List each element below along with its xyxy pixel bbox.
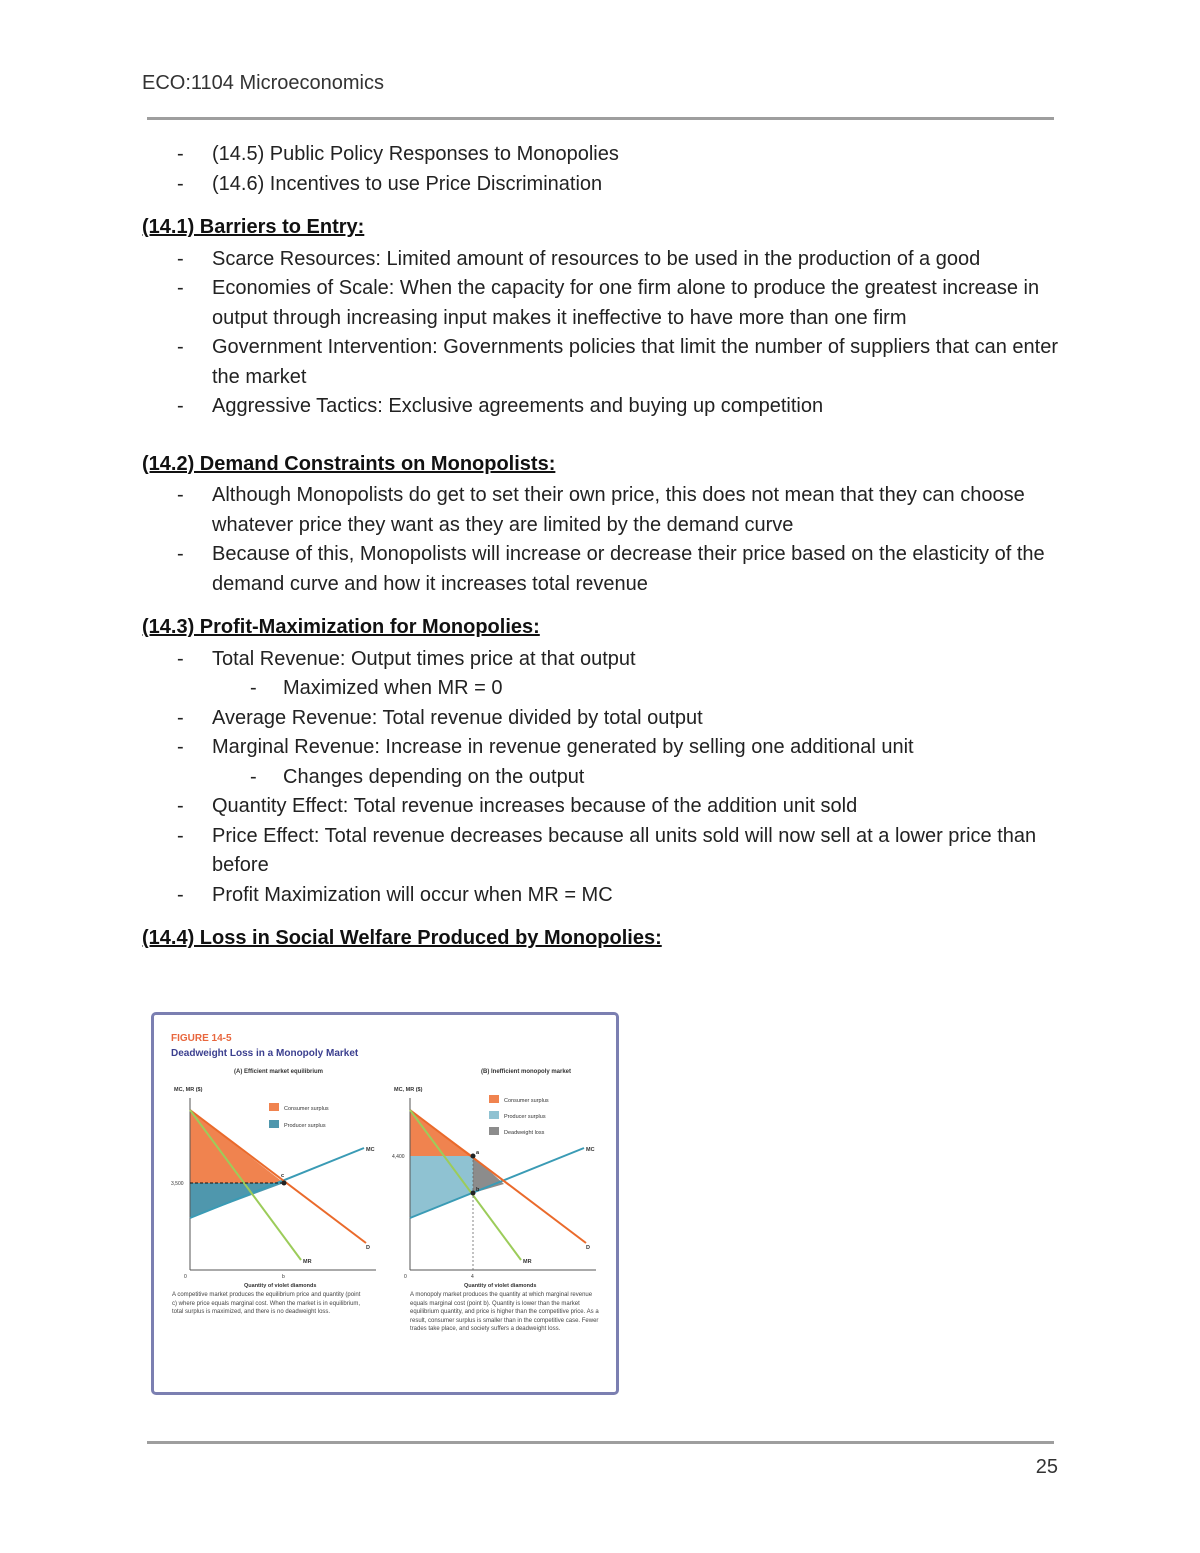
list-item xyxy=(142,733,1062,792)
curve-label: D xyxy=(366,1245,370,1251)
sub-list-item: - Changes depending on the output xyxy=(212,763,1062,793)
figure-svg xyxy=(154,1015,616,1392)
panel-b-title: (B) Inefficient monopoly market xyxy=(481,1069,572,1075)
point-c xyxy=(282,1181,287,1186)
figure-deadweight-loss xyxy=(151,1012,619,1395)
point-label: b xyxy=(476,1187,480,1193)
point-label: a xyxy=(476,1150,480,1156)
list-item: - Average Revenue: Total revenue divided by total output xyxy=(142,704,1062,734)
legend-swatch-consumer xyxy=(269,1103,279,1111)
section-heading-demand-constraints: (14.2) Demand Constraints on Monopolists: xyxy=(142,452,556,475)
y-tick-label: 3,500 xyxy=(171,1181,184,1187)
curve-label: D xyxy=(586,1245,590,1251)
x-tick-label: 4 xyxy=(471,1274,474,1280)
list-item: - Although Monopolists do get to set their own price, this does not mean that they can choose whatever price they want as they are limited by the demand curve xyxy=(142,481,1062,540)
point-b xyxy=(471,1191,476,1196)
curve-label: MR xyxy=(303,1259,312,1265)
list-item-text: Marginal Revenue: Increase in revenue generated by selling one additional unit xyxy=(212,736,914,758)
document-header-title: ECO:1104 Microeconomics xyxy=(142,72,384,94)
figure-label: FIGURE 14-5 xyxy=(171,1033,232,1044)
figure-title: Deadweight Loss in a Monopoly Market xyxy=(171,1048,359,1059)
panel-a-title: (A) Efficient market equilibrium xyxy=(234,1069,324,1075)
section-heading-social-welfare: (14.4) Loss in Social Welfare Produced by Monopolies: xyxy=(142,927,662,949)
list-item: - Government Intervention: Governments policies that limit the number of suppliers that can enter the market xyxy=(142,333,1062,392)
page-number: 25 xyxy=(1035,1456,1058,1478)
footer-divider xyxy=(147,1441,1054,1444)
panel-b-y-label: MC, MR ($) xyxy=(394,1087,423,1093)
legend-swatch-consumer xyxy=(489,1095,499,1103)
legend-swatch-producer xyxy=(489,1111,499,1119)
header-divider xyxy=(147,117,1054,120)
panel-a xyxy=(171,1069,376,1351)
legend-label: Producer surplus xyxy=(284,1123,326,1129)
sub-list-item: - Maximized when MR = 0 xyxy=(212,674,1062,704)
list-item: - Price Effect: Total revenue decreases because all units sold will now sell at a lower price than before xyxy=(142,822,1062,881)
point-a xyxy=(471,1154,476,1159)
curve-label: MC xyxy=(366,1147,375,1153)
panel-a-y-label: MC, MR ($) xyxy=(174,1087,203,1093)
curve-label: MR xyxy=(523,1259,532,1265)
y-tick-label: 4,400 xyxy=(392,1154,405,1160)
producer-surplus-area xyxy=(410,1156,473,1218)
sub-list xyxy=(212,674,1062,704)
panel-a-caption: A competitive market produces the equilibrium price and quantity (point c) where price equals marginal cost. When the market is in equilibrium, total surplus is maximized, and there is no deadweight loss. xyxy=(172,1292,361,1316)
point-label: c xyxy=(281,1173,285,1179)
panel-b xyxy=(392,1069,600,1371)
legend-swatch-producer xyxy=(269,1120,279,1128)
list-item: - Aggressive Tactics: Exclusive agreements and buying up competition xyxy=(142,392,1062,422)
document-body xyxy=(142,140,1062,956)
intro-list xyxy=(142,140,1062,199)
x-tick-label: 0 xyxy=(404,1274,407,1280)
profit-maximization-list xyxy=(142,645,1062,911)
list-item: - (14.5) Public Policy Responses to Monopolies xyxy=(142,140,1062,170)
section-heading-barriers: (14.1) Barriers to Entry: xyxy=(142,216,365,238)
list-item: - (14.6) Incentives to use Price Discrimination xyxy=(142,170,1062,200)
section-heading-profit-maximization: (14.3) Profit-Maximization for Monopolies: xyxy=(142,616,540,638)
barriers-list xyxy=(142,245,1062,422)
list-item xyxy=(142,645,1062,704)
panel-b-caption-wrapper xyxy=(410,1291,600,1371)
list-item-text: Total Revenue: Output times price at that output xyxy=(212,647,636,670)
legend-label: Consumer surplus xyxy=(284,1106,329,1112)
demand-constraints-list xyxy=(142,481,1062,599)
x-tick-label: 0 xyxy=(184,1274,187,1280)
list-item: - Economies of Scale: When the capacity for one firm alone to produce the greatest increase in output through increasing input makes it ineffective to have more than one firm xyxy=(142,274,1062,333)
legend-label: Consumer surplus xyxy=(504,1098,549,1104)
x-axis-label: Quantity of violet diamonds xyxy=(244,1283,317,1289)
curve-label: MC xyxy=(586,1147,595,1153)
list-item: - Scarce Resources: Limited amount of resources to be used in the production of a good xyxy=(142,245,1062,275)
list-item: - Because of this, Monopolists will increase or decrease their price based on the elasticity of the demand curve and how it increases total revenue xyxy=(142,540,1062,599)
legend-label: Deadweight loss xyxy=(504,1130,545,1136)
panel-b-caption: A monopoly market produces the quantity at which marginal revenue equals marginal cost (point b). Quantity is lower than the market equilibrium quantity, and price is higher than the competitive price. As a result, consumer surplus is smaller than in the competitive case. Fewer trades take place, and society suffers a deadweight loss. xyxy=(410,1292,599,1333)
legend-swatch-deadweight xyxy=(489,1127,499,1135)
x-axis-label: Quantity of violet diamonds xyxy=(464,1283,537,1289)
sub-list xyxy=(212,763,1062,793)
x-tick-label: b xyxy=(282,1274,285,1280)
list-item: - Quantity Effect: Total revenue increases because of the addition unit sold xyxy=(142,792,1062,822)
panel-a-caption-wrapper xyxy=(172,1291,362,1351)
legend-label: Producer surplus xyxy=(504,1114,546,1120)
list-item: - Profit Maximization will occur when MR = MC xyxy=(142,881,1062,911)
